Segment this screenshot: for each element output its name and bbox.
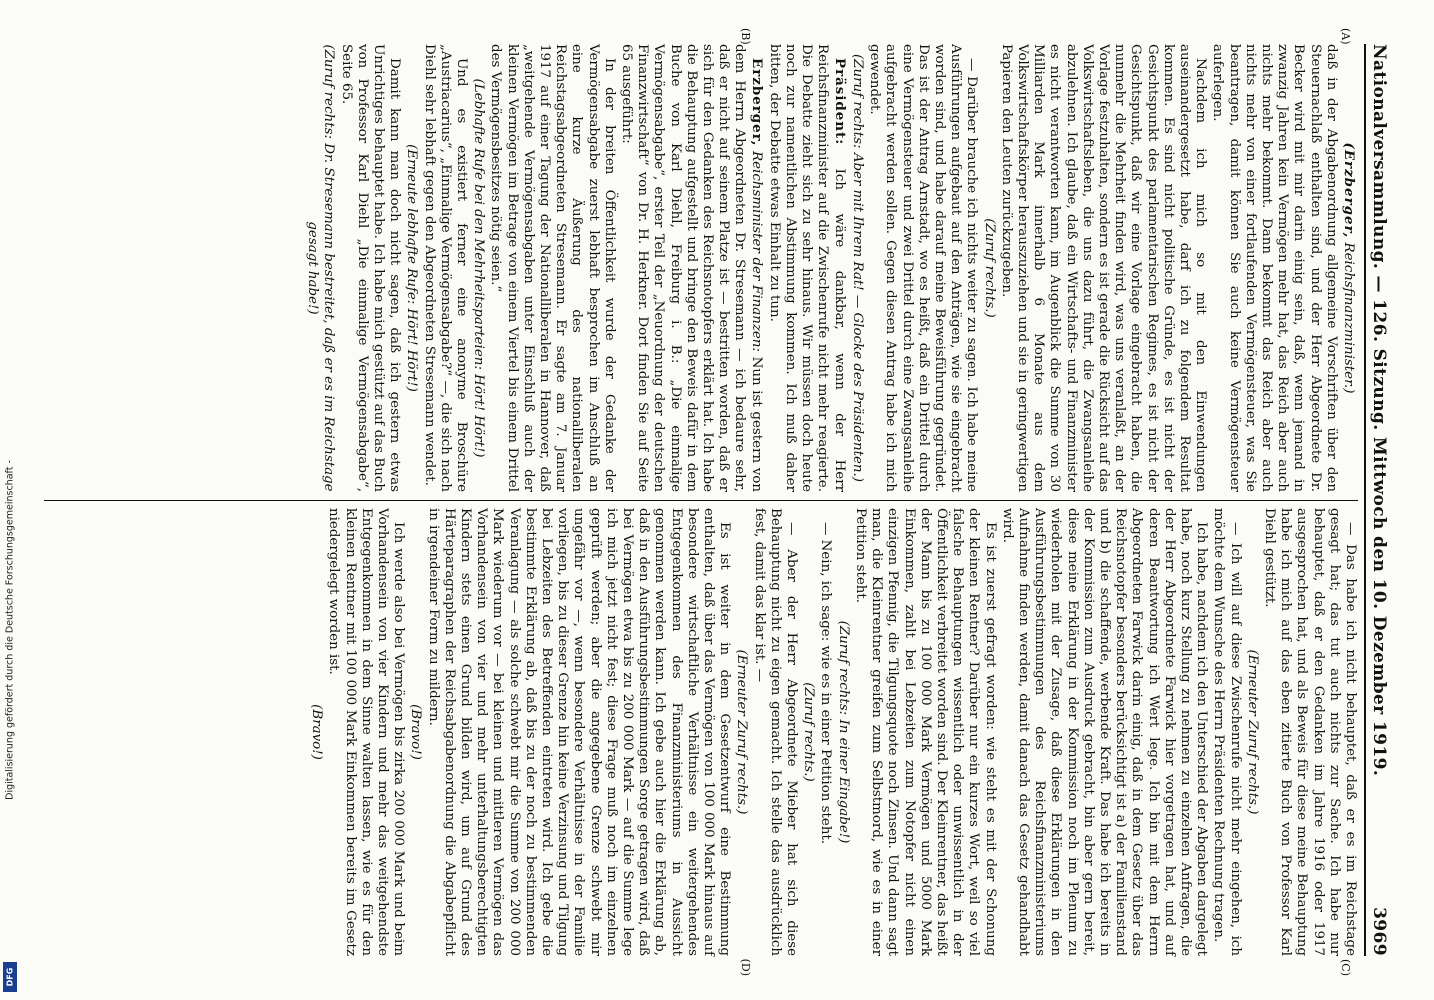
interjection: (Lebhafte Rufe bei den Mehrheitsparteien: Hört! Hört!)	[471, 78, 487, 458]
page-number: 3969	[1369, 907, 1389, 956]
paragraph: — Nein, ich sage: wie es in einer Petition steht.	[818, 522, 834, 845]
paragraph: — Aber der Herr Abgeordnete Mieber hat sich diese Behauptung nicht zu eigen gemacht. Ich stelle das ausdrücklich fest, damit das klar ist. —	[751, 508, 800, 956]
column-divider	[44, 500, 1358, 501]
paragraph: Erzberger, Reichsminister der Finanzen: Nun ist gestern von dem Herrn Abgeordneten Dr. Stresemann — ich bedaure sehr, daß er nicht auf seinem Platze ist — bestritten worden, daß er sich für den Gedanken des Reichsnotopfers erklärt hat. Ich habe die Behauptung aufgestellt und bringe den Beweis dafür in dem Buche von Karl Diehl, Freiburg i. B.: „Die einmalige Vermögensabgabe“, erster Teil der „Neuordnung der deutschen Finanzwirtschaft“ von Dr. H. Herkner. Dort finden Sie auf Seite 65 ausgeführt:	[619, 44, 765, 492]
margin-mark-b: (B)	[739, 28, 752, 45]
paragraph: Präsident: Ich wäre dankbar, wenn der Herr Reichsfinanzminister auf die Zwischenrufe nicht mehr reagierte. Die Debatte zieht sich zu sehr hinaus. Wir müssen doch heute noch zur namentlichen Abstimmung kommen. Ich muß daher bitten, der Debatte etwas Einhalt zu tun.	[766, 44, 848, 493]
paragraph: Ich habe, nachdem ich den Unterschied der Abgaben dargelegt habe, noch kurz Stellung zu nehmen zu einzelnen Anfragen, die der Herr Abgeordnete Farwick hier vorgetragen hat, und auf deren Beantwortung ich Wert lege. Ich bin mit dem Herrn Abgeordneten Farwick darin einig, daß in dem Gesetz über das Reichsnotopfer besonders berücksichtigt ist a) der Familienstand und b) die schaffende, werbende Kraft. Das habe ich bereits in der Kommission zum Ausdruck gebracht, bin aber gern bereit, diese meine Erklärung in der Kommission noch im Plenum zu wiederholen mit der Zusage, daß diese Erklärungen in den Ausführungsbestimmungen des Reichsfinanzministeriums Aufnahme finden werden, damit danach das Gesetz gehandhabt wird.	[999, 508, 1210, 956]
paragraph: Ich werde also bei Vermögen bis zirka 200 000 Mark und beim Vorhandensein von vier Kindern und mehr das weitgehendste Entgegenkommen in dem Sinne walten lassen, wie es für den kleinen Rentner mit 100 000 Mark Einkommen bereits im Gesetz niedergelegt worden ist.	[326, 508, 407, 956]
page-header	[1364, 44, 1392, 956]
paragraph: — Das habe ich nicht behauptet, daß er es im Reichstage gesagt hat; das tut auch nichts zur Sache. Ich habe nur behauptet, daß er den Gedanken im Jahre 1916 oder 1917 ausgesprochen hat, und als Beweis für diese meine Behauptung habe ich mich auf das eben zitierte Buch von Professor Karl Diehl gestützt.	[1261, 508, 1358, 956]
paragraph: Nachdem ich mich so mit den Einwendungen auseinandergesetzt habe, darf ich zu folgendem Resultat kommen. Es sind nicht politische Gründe, es ist nicht der Gesichtspunkt des parlamentarischen Regimes, es ist nicht der Gesichtspunkt, daß wir eine Vorlage eingebracht haben, die nunmehr die Mehrheit finden wird, was uns veranlaßt, an der Vorlage festzuhalten, sondern es ist gerade die Rücksicht auf das Volkswirtschaftsleben, die uns dazu führt, die Zwangsanleihe abzulehnen. Ich glaube, daß ein Wirtschafts- und Finanzminister es nicht verantworten kann, im Augenblick die Summe von 30 Milliarden Mark innerhalb 6 Monate aus dem Volkswirtschaftskörper herauszuziehen und sie in geringwertigen Papieren den Leuten zurückzugeben.	[998, 44, 1209, 492]
interjection: (Erneuter Zuruf rechts.)	[734, 649, 750, 815]
interjection: (Zuruf rechts.)	[981, 218, 997, 318]
margin-mark-d: (D)	[739, 958, 752, 976]
interjection: (Zuruf rechts: Aber mit Ihrem Rat! — Glocke des Präsidenten.)	[849, 53, 865, 483]
quotation: In der breiten Öffentlichkeit wurde der Gedanke der Vermögensabgabe zuerst lebhaft besprochen im Anschluß an eine kurze Äußerung des nationalliberalen Reichstagsabgeordneten Stresemann. Er sagte am 7. Januar 1917 auf einer Tagung der Nationalliberalen in Hannover, daß „weitgehende Vermögensabgaben unter Einschluß auch der kleinen Vermögen im Betrage von einem Viertel bis einem Drittel des Vermögensbesitzes nötig seien.“	[488, 44, 617, 492]
paragraph: Es ist zuerst gefragt worden: wie steht es mit der Schonung der kleinen Rentner? Darüber nur ein kurzes Wort, weil so viel falsche Behauptungen wissentlich oder unwissentlich in der Öffentlichkeit verbreitet worden sind. Der Kleinrentner, das heißt der Mann bis zu 100 000 Mark Vermögen und 5000 Mark Einkommen, zahlt bei Lebzeiten zum Notopfer nicht einen einzigen Pfennig, die Tilgungsquote noch Zinsen. Und dann sagt man, die Kleinrentner greifen zum Selbstmord, wie es in einer Petition steht.	[852, 508, 998, 956]
paragraph: daß in der Abgabenordnung allgemeine Vorschriften über den Steuernachlaß enthalten sind, und der Herr Abgeordnete Dr. Becker wird mit mir darin einig sein, daß, wenn jemand in zwanzig Jahren kein Vermögen mehr hat, das Reich aber auch nichts mehr bekommt. Dann bekommt das Reich aber auch nichts mehr von einer fortlaufenden Vermögensteuer, was Sie beantragen, damit können Sie auch keine Vermögensteuer auferlegen.	[1210, 44, 1339, 492]
rotated-page-content	[42, 28, 1392, 976]
interjection: (Erneute lebhafte Rufe: Hört! Hört!)	[404, 144, 420, 392]
interjection: (Bravo!)	[309, 704, 325, 760]
header-title: Nationalversammlung. — 126. Sitzung. Mittwoch den 10. Dezember 1919.	[1369, 44, 1389, 777]
paragraph: Damit kann man doch nicht sagen, daß ich gestern etwas Unrichtiges behauptet habe. Ich habe mich gestützt auf das Buch von Professor Karl Diehl „Die einmalige Vermögensabgabe“, Seite 65.	[338, 44, 403, 492]
right-column	[42, 508, 1358, 956]
left-column	[42, 44, 1358, 492]
dfg-logo: DFG	[3, 962, 17, 992]
interjection: (Zuruf rechts: Dr. Stresemann bestreitet, daß er es im Reichstage gesagt habe!)	[305, 44, 337, 492]
digitization-credit	[0, 0, 20, 1000]
credit-text: Digitalisierung gefördert durch die Deutsche Forschungsgemeinschaft -	[4, 460, 16, 800]
margin-mark-c: (C)	[1339, 959, 1352, 976]
interjection: (Bravo!)	[408, 704, 424, 760]
paragraph: — Ich will auf diese Zwischenrufe nicht mehr eingehen, ich möchte dem Wunsche des Herrn Präsidenten Rechnung tragen.	[1211, 508, 1243, 956]
interjection: (Zuruf rechts.)	[801, 682, 817, 782]
paragraph: Es ist weiter in dem Gesetzentwurf eine Bestimmung enthalten, daß über das Vermögen von 100 000 Mark hinaus auf besondere wirtschaftliche Verhältnisse ein weitergehendes Entgegenkommen des Finanzministeriums in Aussicht genommen werden kann. Ich gebe auch hier die Erklärung ab, daß in den Ausführungsbestimmungen Sorge getragen wird, daß bei Vermögen etwa bis zu 200 000 Mark — auf die Summe lege ich mich jetzt nicht fest; diese Frage muß noch im einzelnen geprüft werden; aber die angegebene Grenze schwebt mir ungefähr vor —, wenn besondere Verhältnisse in der Familie vorliegen, bis zu dieser Grenze hin keine Verzinsung und Tilgung bei Lebzeiten des Betreffenden eintreten wird. Ich gebe die bestimmte Erklärung ab, daß bis zu der noch zu bestimmenden Veranlagung — als solche schwebt mir die Summe von 200 000 Mark wiederum vor — bei kleinen und mittleren Vermögen das Vorhandensein von vier und mehr unterhaltungsberechtigten Kindern stets einen Grund bilden wird, um auf Grund des Härteparagraphen der Reichsabgabenordnung die Abgabepflicht in irgendeiner Form zu mildern.	[425, 508, 733, 956]
paragraph: — Darüber brauche ich nichts weiter zu sagen. Ich habe meine Ausführungen aufgebaut auf den Anträgen, wie sie eingebracht worden sind, und habe darauf meine Beweisführung gegründet. Das ist der Antrag Arnstadt, wo es heißt, daß ein Drittel durch eine Vermögensteuer und zwei Drittel durch eine Zwangsanleihe aufgebracht werden sollen. Gegen diesen Antrag habe ich mich gewendet.	[867, 44, 980, 492]
interjection: (Erneuter Zuruf rechts.)	[1244, 649, 1260, 815]
interjection: (Zuruf rechts: In einer Eingabe!)	[835, 620, 851, 844]
speaker-line: (Erzberger, Reichsfinanzminister.)	[1341, 142, 1357, 394]
paragraph: Und es existiert ferner eine anonyme Broschüre „Austriacarius“, „Einmalige Vermögensabgabe?“ —, die sich nach Diehl sehr lebhaft gegen den Abgeordneten Stresemann wendet.	[421, 44, 470, 492]
margin-mark-a: (A)	[1339, 28, 1352, 45]
